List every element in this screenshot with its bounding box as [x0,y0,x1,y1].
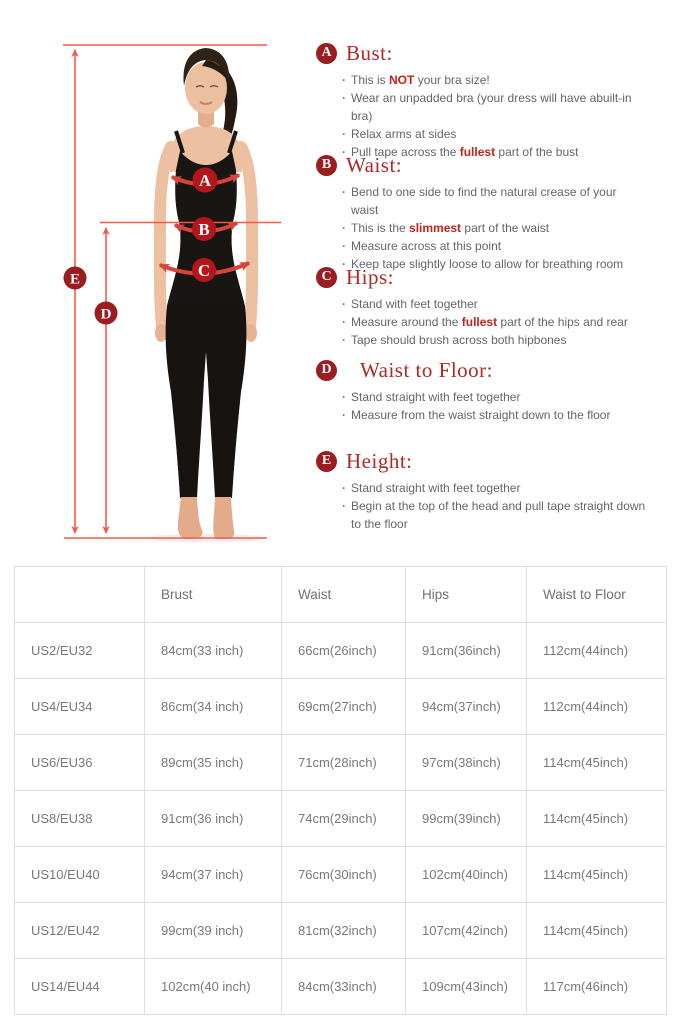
instruction-bullet: · Begin at the top of the head and pull tape straight down to the floor [342,497,646,533]
instruction-bullet: · Measure across at this point [342,237,646,255]
size-cell-bust: 94cm(37 inch) [145,847,282,903]
section-title: Height: [346,448,413,473]
size-cell-hips: 107cm(42inch) [406,903,527,959]
instruction-bullet: · Bend to one side to find the natural crease of your waist [342,183,646,219]
size-cell-hips: 94cm(37inch) [406,679,527,735]
size-cell-label: US10/EU40 [15,847,145,903]
section-heading [316,153,646,177]
instruction-bullet: · Measure around the fullest part of the hips and rear [342,313,646,331]
section-title: Waist to Floor: [360,357,493,382]
marker-badge-hips [192,258,216,282]
size-cell-waist-to-floor: 114cm(45inch) [527,847,667,903]
size-cell-waist: 66cm(26inch) [282,623,406,679]
instruction-bullet: · This is NOT your bra size! [342,71,646,89]
section-heading [316,41,646,65]
instruction-section-waist [316,153,646,273]
size-cell-waist-to-floor: 114cm(45inch) [527,735,667,791]
section-badge-c: C [316,267,337,288]
model-photo [148,48,264,543]
size-cell-waist: 84cm(33inch) [282,959,406,1015]
instruction-bullet: · Stand straight with feet together [342,479,646,497]
section-badge-d: D [316,360,337,381]
size-cell-waist-to-floor: 114cm(45inch) [527,791,667,847]
section-title: Waist: [346,152,403,177]
size-cell-label: US14/EU44 [15,959,145,1015]
section-heading [316,358,646,382]
marker-letter-waist-to-floor: D [100,306,112,323]
size-cell-bust: 84cm(33 inch) [145,623,282,679]
size-cell-waist-to-floor: 114cm(45inch) [527,903,667,959]
size-cell-bust: 89cm(35 inch) [145,735,282,791]
section-badge-b: B [316,155,337,176]
instruction-section-bust [316,41,646,161]
size-table-row [15,847,667,903]
col-header-waist: Waist [282,567,406,623]
instruction-section-hips [316,265,646,349]
marker-badge-waist [192,217,216,241]
size-cell-label: US4/EU34 [15,679,145,735]
section-bullets [342,388,646,424]
instruction-bullet: · Stand with feet together [342,295,646,313]
marker-letter-waist: B [198,220,210,239]
size-cell-hips: 97cm(38inch) [406,735,527,791]
marker-badge-waist-to-floor [95,302,118,325]
marker-badge-height [64,267,87,290]
size-cell-waist: 76cm(30inch) [282,847,406,903]
size-cell-waist: 81cm(32inch) [282,903,406,959]
size-table-row [15,903,667,959]
section-heading [316,449,646,473]
size-cell-label: US6/EU36 [15,735,145,791]
instruction-bullet: · Wear an unpadded bra (your dress will have abuilt-in bra) [342,89,646,125]
size-cell-label: US8/EU38 [15,791,145,847]
instruction-section-waist-to-floor [316,358,646,424]
instruction-bullet: · Measure from the waist straight down to the floor [342,406,646,424]
size-cell-bust: 102cm(40 inch) [145,959,282,1015]
size-table-header-row [15,567,667,623]
measurement-figure [0,0,320,560]
size-table-row [15,679,667,735]
size-cell-waist-to-floor: 112cm(44inch) [527,679,667,735]
instruction-section-height [316,449,646,533]
size-table-row [15,959,667,1015]
section-bullets [342,183,646,273]
marker-badge-bust [193,168,218,193]
section-title: Bust: [346,40,393,65]
section-bullets [342,71,646,161]
size-cell-hips: 91cm(36inch) [406,623,527,679]
size-cell-label: US12/EU42 [15,903,145,959]
size-table-row [15,735,667,791]
instruction-bullet: · Tape should brush across both hipbones [342,331,646,349]
size-table-row [15,791,667,847]
size-cell-waist: 69cm(27inch) [282,679,406,735]
instruction-bullet: · This is the slimmest part of the waist [342,219,646,237]
instruction-bullet: · Stand straight with feet together [342,388,646,406]
size-cell-hips: 102cm(40inch) [406,847,527,903]
size-cell-hips: 99cm(39inch) [406,791,527,847]
size-cell-waist: 74cm(29inch) [282,791,406,847]
section-badge-a: A [316,43,337,64]
section-bullets [342,479,646,533]
size-table [14,566,667,1015]
marker-letter-bust: A [198,171,212,190]
col-header-waist-to-floor: Waist to Floor [527,567,667,623]
size-table-row [15,623,667,679]
size-cell-waist-to-floor: 112cm(44inch) [527,623,667,679]
size-cell-bust: 99cm(39 inch) [145,903,282,959]
size-cell-waist-to-floor: 117cm(46inch) [527,959,667,1015]
section-badge-e: E [316,451,337,472]
col-header-bust: Brust [145,567,282,623]
size-cell-bust: 91cm(36 inch) [145,791,282,847]
col-header-hips: Hips [406,567,527,623]
size-cell-label: US2/EU32 [15,623,145,679]
size-cell-hips: 109cm(43inch) [406,959,527,1015]
instruction-bullet: · Keep tape slightly loose to allow for breathing room [342,255,646,273]
section-heading [316,265,646,289]
instruction-bullet: · Relax arms at sides [342,125,646,143]
col-header-size [15,567,145,623]
marker-letter-height: E [69,271,81,288]
size-cell-waist: 71cm(28inch) [282,735,406,791]
marker-letter-hips: C [197,261,211,280]
section-bullets [342,295,646,349]
section-title: Hips: [346,264,395,289]
instruction-bullet: · Pull tape across the fullest part of the bust [342,143,646,161]
size-cell-bust: 86cm(34 inch) [145,679,282,735]
